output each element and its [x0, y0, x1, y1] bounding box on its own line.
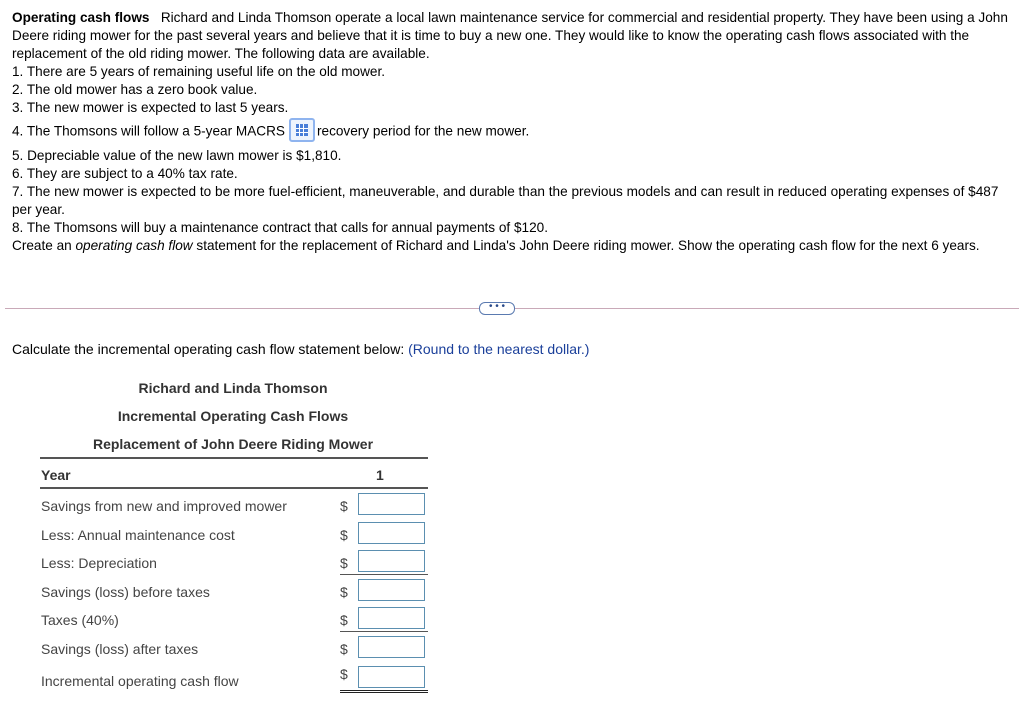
table-row: [40, 660, 428, 693]
savings-input[interactable]: [358, 493, 425, 515]
cash-flow-table: [40, 457, 428, 693]
before-tax-input[interactable]: [358, 579, 425, 601]
after-tax-input[interactable]: [358, 636, 425, 658]
table-header: [40, 459, 428, 489]
currency: $: [340, 666, 348, 682]
prompt-hint: (Round to the nearest dollar.): [408, 341, 590, 357]
table-row: [40, 575, 428, 604]
item: 5. Depreciable value of the new lawn mower is $1,810.: [12, 148, 342, 163]
table-row: [40, 546, 428, 575]
total-line: [340, 690, 428, 693]
item: 2. The old mower has a zero book value.: [12, 82, 258, 97]
question-intro: Richard and Linda Thomson operate a local lawn maintenance service for commercial and residential property. They have been using a John Deere riding mower for the past several years and believe that it is time to buy a new one. They would like to know the operating cash flows associated with the replacement of the old riding mower. The following data are available.: [12, 10, 1008, 61]
row-label: Incremental operating cash flow: [41, 673, 239, 689]
currency: $: [340, 583, 348, 600]
row-label: Taxes (40%): [41, 612, 119, 628]
prompt-text: Calculate the incremental operating cash flow statement below:: [12, 341, 409, 357]
statement-title: Richard and Linda Thomson: [138, 380, 328, 396]
prompt: [12, 341, 589, 357]
create-text-end: statement for the replacement of Richard and Linda's John Deere riding mower. Show the operating cash flow for the next 6 years.: [192, 238, 980, 253]
cash-flow-input[interactable]: [358, 666, 425, 688]
currency: $: [340, 640, 348, 657]
item-suffix: recovery period for the new mower.: [316, 123, 530, 139]
item: 1. There are 5 years of remaining useful life on the old mower.: [12, 64, 386, 79]
row-label: Savings (loss) before taxes: [41, 583, 210, 600]
statement-subtitle: Replacement of John Deere Riding Mower: [92, 436, 374, 452]
row-label: Savings from new and improved mower: [41, 498, 287, 514]
depreciation-input[interactable]: [358, 550, 425, 572]
row-label: Less: Annual maintenance cost: [41, 526, 235, 543]
maintenance-input[interactable]: [358, 522, 425, 544]
year-value: 1: [376, 467, 384, 483]
calculator-table-icon[interactable]: [289, 118, 315, 142]
create-text: Create an: [12, 238, 76, 253]
item: 8. The Thomsons will buy a maintenance contract that calls for annual payments of $120.: [12, 220, 548, 235]
currency: $: [340, 526, 348, 543]
table-row: [40, 632, 428, 661]
currency: $: [340, 555, 348, 571]
year-label: Year: [41, 467, 71, 483]
table-row: [40, 518, 428, 547]
more-button[interactable]: • • •: [479, 302, 515, 315]
currency: $: [340, 498, 348, 514]
taxes-input[interactable]: [358, 607, 425, 629]
create-emphasis: operating cash flow: [75, 238, 193, 253]
item: 3. The new mower is expected to last 5 years.: [12, 100, 289, 115]
table-row: [40, 489, 428, 518]
item: 6. They are subject to a 40% tax rate.: [12, 166, 238, 181]
item: 7. The new mower is expected to be more fuel-efficient, maneuverable, and durable than the previous models and can result in reduced operating expenses of $487 per year.: [12, 184, 999, 217]
item: 4. The Thomsons will follow a 5-year MACRS: [12, 123, 285, 139]
table-row: [40, 603, 428, 632]
question-text: [12, 9, 1012, 255]
row-label: Savings (loss) after taxes: [41, 640, 199, 657]
statement-subtitle: Incremental Operating Cash Flows: [117, 408, 349, 424]
currency: $: [340, 612, 348, 628]
question-title: Operating cash flows: [12, 10, 150, 25]
row-label: Less: Depreciation: [41, 555, 157, 571]
